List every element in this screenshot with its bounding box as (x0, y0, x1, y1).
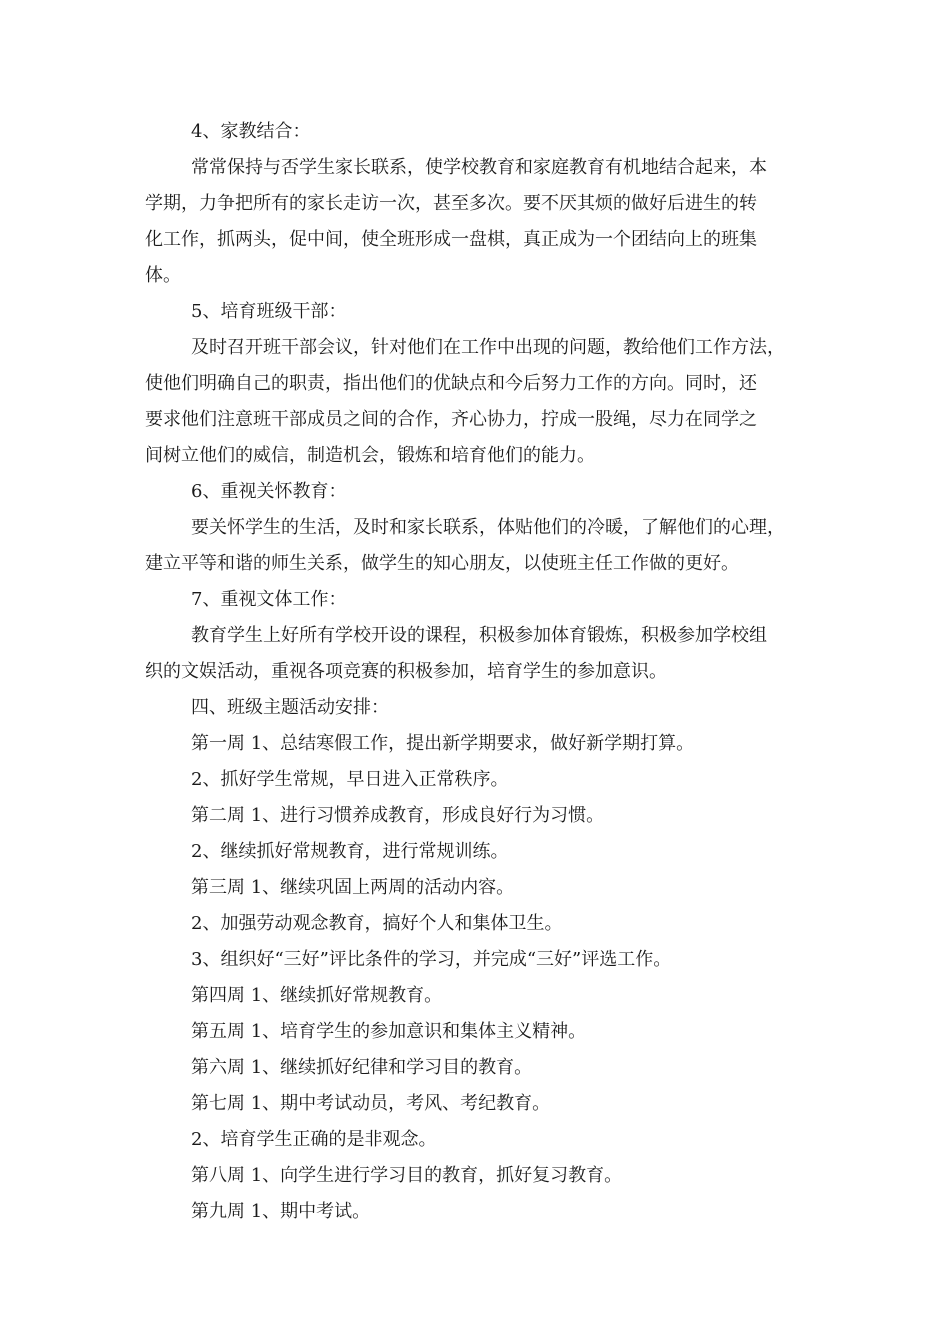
text-line: 要关怀学生的生活，及时和家长联系，体贴他们的冷暖，了解他们的心理， (191, 517, 785, 538)
text-line: 第七周 1、期中考试动员，考风、考纪教育。 (191, 1093, 551, 1114)
text-line: 3、组织好“三好”评比条件的学习，并完成“三好”评选工作。 (191, 949, 672, 970)
text-line: 2、加强劳动观念教育，搞好个人和集体卫生。 (191, 913, 563, 934)
text-line: 第四周 1、继续抓好常规教育。 (191, 985, 443, 1006)
text-line: 第九周 1、期中考试。 (191, 1201, 371, 1222)
text-line: 第二周 1、进行习惯养成教育，形成良好行为习惯。 (191, 805, 605, 826)
text-line: 化工作，抓两头，促中间，使全班形成一盘棋，真正成为一个团结向上的班集 (145, 229, 757, 250)
text-line: 第六周 1、继续抓好纪律和学习目的教育。 (191, 1057, 533, 1078)
text-line: 第一周 1、总结寒假工作，提出新学期要求，做好新学期打算。 (191, 733, 695, 754)
text-line: 2、抓好学生常规，早日进入正常秩序。 (191, 769, 509, 790)
text-line: 第五周 1、培育学生的参加意识和集体主义精神。 (191, 1021, 587, 1042)
text-line: 使他们明确自己的职责，指出他们的优缺点和今后努力工作的方向。同时，还 (145, 373, 757, 394)
text-line: 2、培育学生正确的是非观念。 (191, 1129, 437, 1150)
text-line: 5、培育班级干部： (191, 301, 347, 322)
text-line: 及时召开班干部会议，针对他们在工作中出现的问题，教给他们工作方法， (191, 337, 785, 358)
text-line: 常常保持与否学生家长联系，使学校教育和家庭教育有机地结合起来，本 (191, 157, 767, 178)
text-line: 要求他们注意班干部成员之间的合作，齐心协力，拧成一股绳，尽力在同学之 (145, 409, 757, 430)
text-line: 2、继续抓好常规教育，进行常规训练。 (191, 841, 509, 862)
document-body (145, 114, 815, 1230)
text-line: 学期，力争把所有的家长走访一次，甚至多次。要不厌其烦的做好后进生的转 (145, 193, 757, 214)
text-line: 间树立他们的威信，制造机会，锻炼和培育他们的能力。 (145, 445, 595, 466)
text-line: 6、重视关怀教育： (191, 481, 347, 502)
text-line: 7、重视文体工作： (191, 589, 347, 610)
text-line: 第八周 1、向学生进行学习目的教育，抓好复习教育。 (191, 1165, 623, 1186)
text-line: 教育学生上好所有学校开设的课程，积极参加体育锻炼，积极参加学校组 (191, 625, 767, 646)
text-line: 4、家教结合： (191, 121, 311, 142)
text-line: 织的文娱活动，重视各项竞赛的积极参加，培育学生的参加意识。 (145, 661, 667, 682)
text-line: 四、班级主题活动安排： (191, 697, 389, 718)
text-line: 建立平等和谐的师生关系，做学生的知心朋友，以使班主任工作做的更好。 (145, 553, 739, 574)
text-line: 体。 (145, 265, 181, 286)
text-line: 第三周 1、继续巩固上两周的活动内容。 (191, 877, 515, 898)
